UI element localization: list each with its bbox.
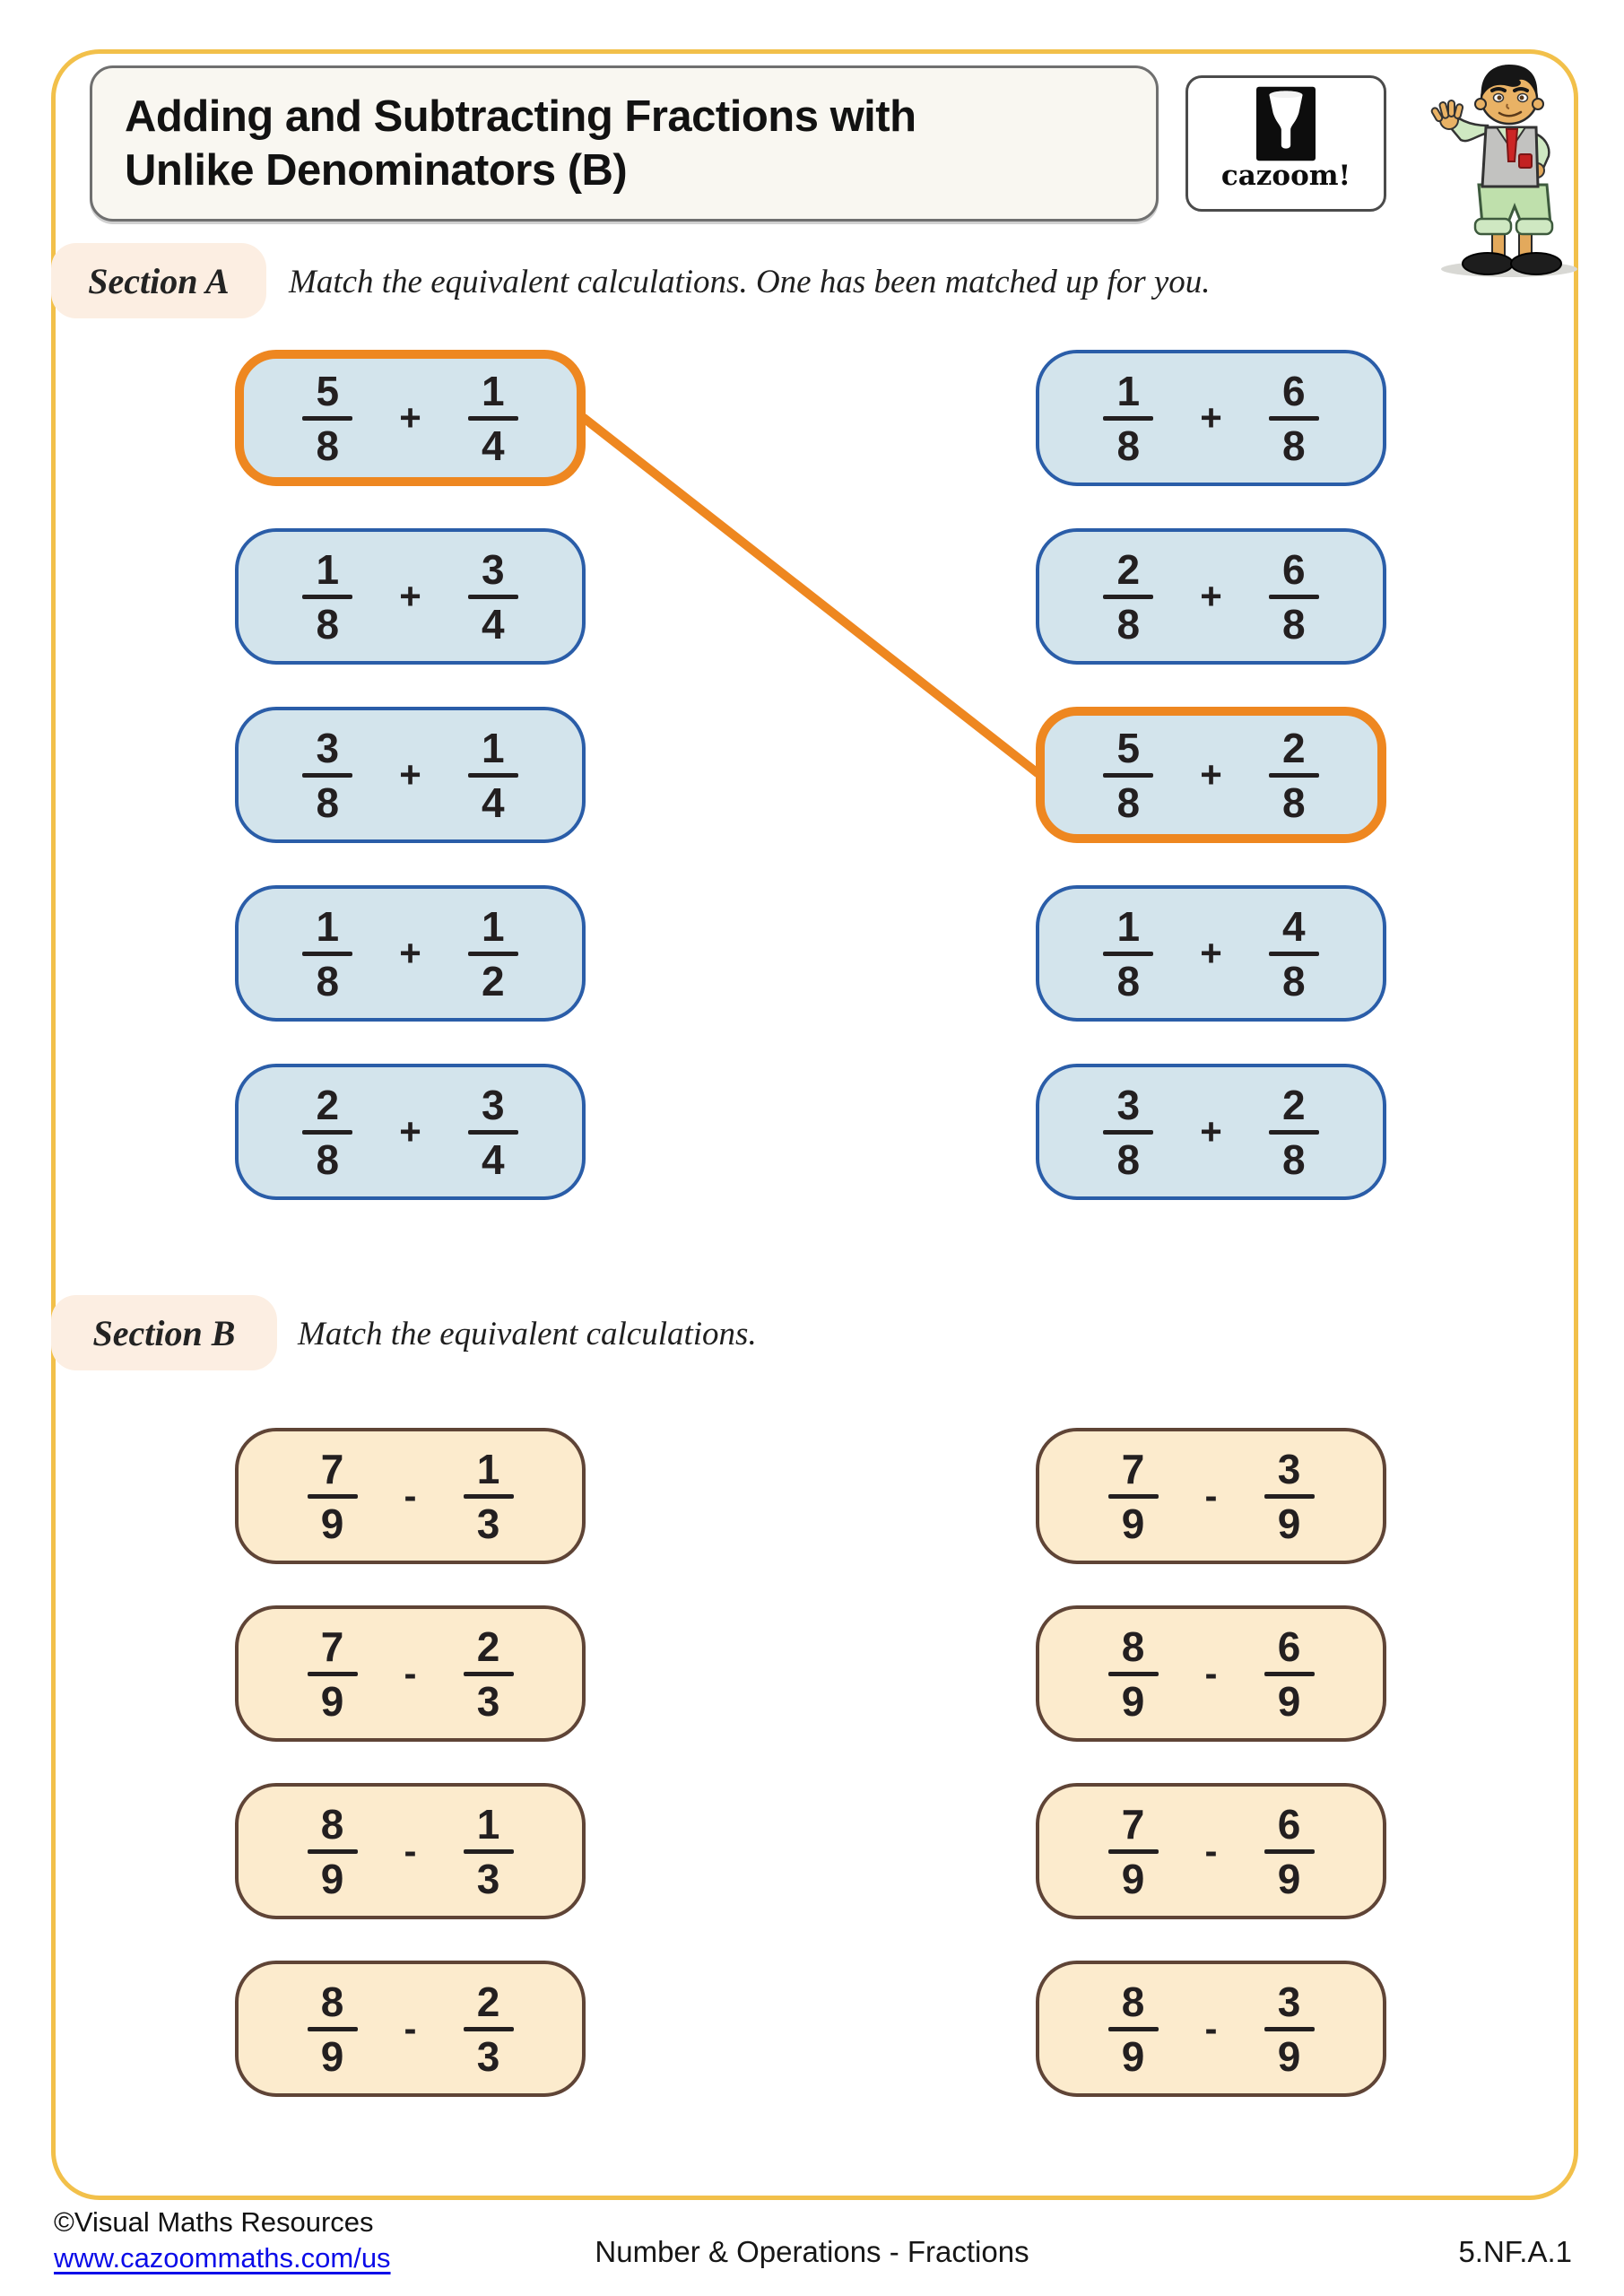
numerator: 2 bbox=[476, 1622, 500, 1670]
operator: + bbox=[399, 1110, 421, 1152]
numerator: 1 bbox=[316, 545, 340, 593]
fraction-bar bbox=[302, 595, 352, 599]
fraction bbox=[1269, 724, 1319, 826]
fraction-bar bbox=[1103, 416, 1153, 421]
denominator: 8 bbox=[1281, 600, 1306, 648]
numerator: 2 bbox=[1116, 545, 1141, 593]
fraction-bar bbox=[1264, 1494, 1315, 1499]
denominator: 8 bbox=[1116, 1135, 1141, 1183]
numerator: 5 bbox=[1116, 724, 1141, 771]
operator: - bbox=[404, 1830, 417, 1872]
denominator: 9 bbox=[320, 1500, 344, 1547]
denominator: 8 bbox=[316, 957, 340, 1004]
match-box-b-left-4[interactable] bbox=[235, 1961, 586, 2097]
fraction bbox=[1264, 1445, 1315, 1547]
denominator: 3 bbox=[476, 1500, 500, 1547]
match-box-a-right-2[interactable] bbox=[1036, 528, 1386, 665]
match-box-b-right-3[interactable] bbox=[1036, 1783, 1386, 1919]
denominator: 9 bbox=[320, 1677, 344, 1725]
numerator: 2 bbox=[316, 1081, 340, 1128]
footer-standard-code: 5.NF.A.1 bbox=[1458, 2235, 1572, 2268]
fraction bbox=[464, 1445, 514, 1547]
fraction bbox=[1108, 1622, 1159, 1725]
match-box-a-right-4[interactable] bbox=[1036, 885, 1386, 1022]
operator: + bbox=[1200, 932, 1222, 974]
numerator: 3 bbox=[481, 545, 505, 593]
denominator: 8 bbox=[1116, 600, 1141, 648]
fraction-bar bbox=[1108, 2027, 1159, 2031]
fraction bbox=[468, 902, 518, 1004]
section-a-label-text: Section A bbox=[88, 260, 230, 301]
fraction-bar bbox=[468, 952, 518, 956]
denominator: 3 bbox=[476, 2032, 500, 2080]
fraction-bar bbox=[302, 1130, 352, 1135]
fraction-bar bbox=[1108, 1494, 1159, 1499]
page-title bbox=[92, 90, 916, 197]
match-box-a-left-2[interactable] bbox=[235, 528, 586, 665]
numerator: 8 bbox=[1121, 1622, 1145, 1670]
operator: - bbox=[1204, 1830, 1218, 1872]
denominator: 9 bbox=[320, 1855, 344, 1902]
drum-icon bbox=[1256, 86, 1316, 161]
fraction bbox=[302, 1081, 352, 1183]
operator: - bbox=[1204, 1474, 1218, 1517]
denominator: 9 bbox=[320, 2032, 344, 2080]
match-box-b-right-1[interactable] bbox=[1036, 1428, 1386, 1564]
match-box-a-right-3[interactable] bbox=[1036, 707, 1386, 843]
fraction bbox=[1103, 902, 1153, 1004]
denominator: 8 bbox=[1281, 778, 1306, 826]
numerator: 6 bbox=[1277, 1622, 1301, 1670]
numerator: 7 bbox=[1121, 1800, 1145, 1848]
footer-website-link[interactable]: www.cazoommaths.com/us bbox=[54, 2242, 391, 2274]
fraction-bar bbox=[1264, 1849, 1315, 1854]
footer-topic: Number & Operations - Fractions bbox=[595, 2235, 1029, 2268]
fraction bbox=[1264, 1622, 1315, 1725]
numerator: 1 bbox=[481, 724, 505, 771]
fraction bbox=[1269, 545, 1319, 648]
fraction-bar bbox=[1269, 773, 1319, 778]
match-box-a-right-5[interactable] bbox=[1036, 1064, 1386, 1200]
section-a-label bbox=[51, 243, 266, 318]
fraction bbox=[1269, 902, 1319, 1004]
match-box-a-left-4[interactable] bbox=[235, 885, 586, 1022]
numerator: 3 bbox=[1116, 1081, 1141, 1128]
fraction-bar bbox=[302, 952, 352, 956]
operator: - bbox=[1204, 1652, 1218, 1694]
fraction-bar bbox=[468, 416, 518, 421]
denominator: 8 bbox=[316, 600, 340, 648]
denominator: 8 bbox=[1116, 422, 1141, 469]
operator: + bbox=[399, 396, 421, 439]
section-b-instruction: Match the equivalent calculations. bbox=[298, 1316, 757, 1352]
operator: + bbox=[399, 753, 421, 796]
operator: - bbox=[404, 1474, 417, 1517]
denominator: 8 bbox=[1116, 778, 1141, 826]
fraction bbox=[1269, 367, 1319, 469]
denominator: 3 bbox=[476, 1855, 500, 1902]
fraction-bar bbox=[308, 1849, 358, 1854]
denominator: 8 bbox=[316, 422, 340, 469]
numerator: 1 bbox=[316, 902, 340, 950]
fraction-bar bbox=[1264, 1672, 1315, 1676]
denominator: 9 bbox=[1121, 1677, 1145, 1725]
numerator: 6 bbox=[1281, 545, 1306, 593]
numerator: 8 bbox=[1121, 1978, 1145, 2025]
denominator: 8 bbox=[1281, 957, 1306, 1004]
denominator: 9 bbox=[1277, 1855, 1301, 1902]
denominator: 8 bbox=[1281, 1135, 1306, 1183]
fraction-bar bbox=[1103, 1130, 1153, 1135]
denominator: 8 bbox=[316, 778, 340, 826]
denominator: 9 bbox=[1277, 1500, 1301, 1547]
fraction bbox=[1269, 1081, 1319, 1183]
fraction-bar bbox=[302, 773, 352, 778]
numerator: 4 bbox=[1281, 902, 1306, 950]
numerator: 1 bbox=[481, 367, 505, 414]
denominator: 8 bbox=[1116, 957, 1141, 1004]
numerator: 1 bbox=[1116, 902, 1141, 950]
fraction bbox=[302, 724, 352, 826]
numerator: 3 bbox=[1277, 1978, 1301, 2025]
denominator: 8 bbox=[1281, 422, 1306, 469]
operator: + bbox=[1200, 1110, 1222, 1152]
denominator: 8 bbox=[316, 1135, 340, 1183]
numerator: 8 bbox=[320, 1800, 344, 1848]
operator: - bbox=[1204, 2007, 1218, 2049]
denominator: 4 bbox=[481, 422, 505, 469]
numerator: 7 bbox=[320, 1445, 344, 1492]
match-box-b-left-1[interactable] bbox=[235, 1428, 586, 1564]
section-b-label-text: Section B bbox=[92, 1312, 236, 1353]
fraction-bar bbox=[1269, 595, 1319, 599]
denominator: 4 bbox=[481, 778, 505, 826]
match-box-a-left-5[interactable] bbox=[235, 1064, 586, 1200]
numerator: 3 bbox=[1277, 1445, 1301, 1492]
denominator: 4 bbox=[481, 600, 505, 648]
match-box-b-left-3[interactable] bbox=[235, 1783, 586, 1919]
denominator: 3 bbox=[476, 1677, 500, 1725]
fraction bbox=[468, 545, 518, 648]
title-line-1: Adding and Subtracting Fractions with bbox=[125, 92, 916, 141]
fraction bbox=[302, 902, 352, 1004]
title-line-2: Unlike Denominators (B) bbox=[125, 146, 628, 195]
numerator: 8 bbox=[320, 1978, 344, 2025]
fraction-bar bbox=[464, 1672, 514, 1676]
operator: + bbox=[1200, 753, 1222, 796]
fraction bbox=[464, 1978, 514, 2080]
fraction-bar bbox=[1103, 595, 1153, 599]
operator: - bbox=[404, 2007, 417, 2049]
section-a-instruction: Match the equivalent calculations. One has been matched up for you. bbox=[289, 264, 1211, 300]
cazoom-logo bbox=[1185, 75, 1386, 212]
denominator: 9 bbox=[1277, 1677, 1301, 1725]
fraction-bar bbox=[1269, 416, 1319, 421]
fraction bbox=[302, 367, 352, 469]
fraction bbox=[468, 724, 518, 826]
fraction-bar bbox=[468, 1130, 518, 1135]
numerator: 7 bbox=[1121, 1445, 1145, 1492]
match-box-a-left-1[interactable] bbox=[235, 350, 586, 486]
numerator: 5 bbox=[316, 367, 340, 414]
fraction bbox=[1103, 724, 1153, 826]
numerator: 3 bbox=[481, 1081, 505, 1128]
fraction bbox=[302, 545, 352, 648]
section-b-label bbox=[51, 1295, 277, 1370]
fraction bbox=[1264, 1978, 1315, 2080]
fraction-bar bbox=[1269, 1130, 1319, 1135]
operator: - bbox=[404, 1652, 417, 1694]
title-box bbox=[90, 65, 1159, 222]
denominator: 9 bbox=[1277, 2032, 1301, 2080]
fraction bbox=[308, 1800, 358, 1902]
fraction bbox=[468, 1081, 518, 1183]
numerator: 2 bbox=[476, 1978, 500, 2025]
fraction bbox=[1108, 1978, 1159, 2080]
match-box-b-right-2[interactable] bbox=[1036, 1605, 1386, 1742]
fraction bbox=[464, 1800, 514, 1902]
denominator: 4 bbox=[481, 1135, 505, 1183]
numerator: 2 bbox=[1281, 1081, 1306, 1128]
fraction-bar bbox=[1108, 1672, 1159, 1676]
operator: + bbox=[1200, 396, 1222, 439]
fraction-bar bbox=[464, 1494, 514, 1499]
operator: + bbox=[399, 575, 421, 617]
numerator: 1 bbox=[481, 902, 505, 950]
numerator: 6 bbox=[1281, 367, 1306, 414]
operator: + bbox=[399, 932, 421, 974]
fraction-bar bbox=[468, 773, 518, 778]
fraction-bar bbox=[302, 416, 352, 421]
denominator: 9 bbox=[1121, 2032, 1145, 2080]
fraction-bar bbox=[464, 1849, 514, 1854]
fraction-bar bbox=[308, 1494, 358, 1499]
fraction-bar bbox=[1108, 1849, 1159, 1854]
fraction bbox=[308, 1978, 358, 2080]
numerator: 7 bbox=[320, 1622, 344, 1670]
fraction bbox=[308, 1622, 358, 1725]
match-box-a-right-1[interactable] bbox=[1036, 350, 1386, 486]
fraction bbox=[1103, 367, 1153, 469]
match-box-b-left-2[interactable] bbox=[235, 1605, 586, 1742]
fraction-bar bbox=[1103, 773, 1153, 778]
fraction bbox=[1108, 1800, 1159, 1902]
numerator: 3 bbox=[316, 724, 340, 771]
numerator: 1 bbox=[476, 1800, 500, 1848]
denominator: 9 bbox=[1121, 1855, 1145, 1902]
fraction-bar bbox=[1269, 952, 1319, 956]
fraction bbox=[1103, 545, 1153, 648]
fraction-bar bbox=[1103, 952, 1153, 956]
operator: + bbox=[1200, 575, 1222, 617]
logo-wordmark: cazoom! bbox=[1220, 160, 1351, 192]
match-box-a-left-3[interactable] bbox=[235, 707, 586, 843]
numerator: 1 bbox=[476, 1445, 500, 1492]
footer-copyright: ©Visual Maths Resources bbox=[54, 2206, 374, 2238]
denominator: 9 bbox=[1121, 1500, 1145, 1547]
waving-schoolboy-illustration bbox=[1395, 61, 1611, 281]
fraction bbox=[1103, 1081, 1153, 1183]
match-box-b-right-4[interactable] bbox=[1036, 1961, 1386, 2097]
fraction-bar bbox=[308, 2027, 358, 2031]
fraction bbox=[468, 367, 518, 469]
denominator: 2 bbox=[481, 957, 505, 1004]
fraction bbox=[308, 1445, 358, 1547]
numerator: 6 bbox=[1277, 1800, 1301, 1848]
fraction-bar bbox=[464, 2027, 514, 2031]
fraction bbox=[1264, 1800, 1315, 1902]
numerator: 2 bbox=[1281, 724, 1306, 771]
fraction bbox=[1108, 1445, 1159, 1547]
fraction-bar bbox=[468, 595, 518, 599]
fraction-bar bbox=[308, 1672, 358, 1676]
fraction bbox=[464, 1622, 514, 1725]
numerator: 1 bbox=[1116, 367, 1141, 414]
fraction-bar bbox=[1264, 2027, 1315, 2031]
